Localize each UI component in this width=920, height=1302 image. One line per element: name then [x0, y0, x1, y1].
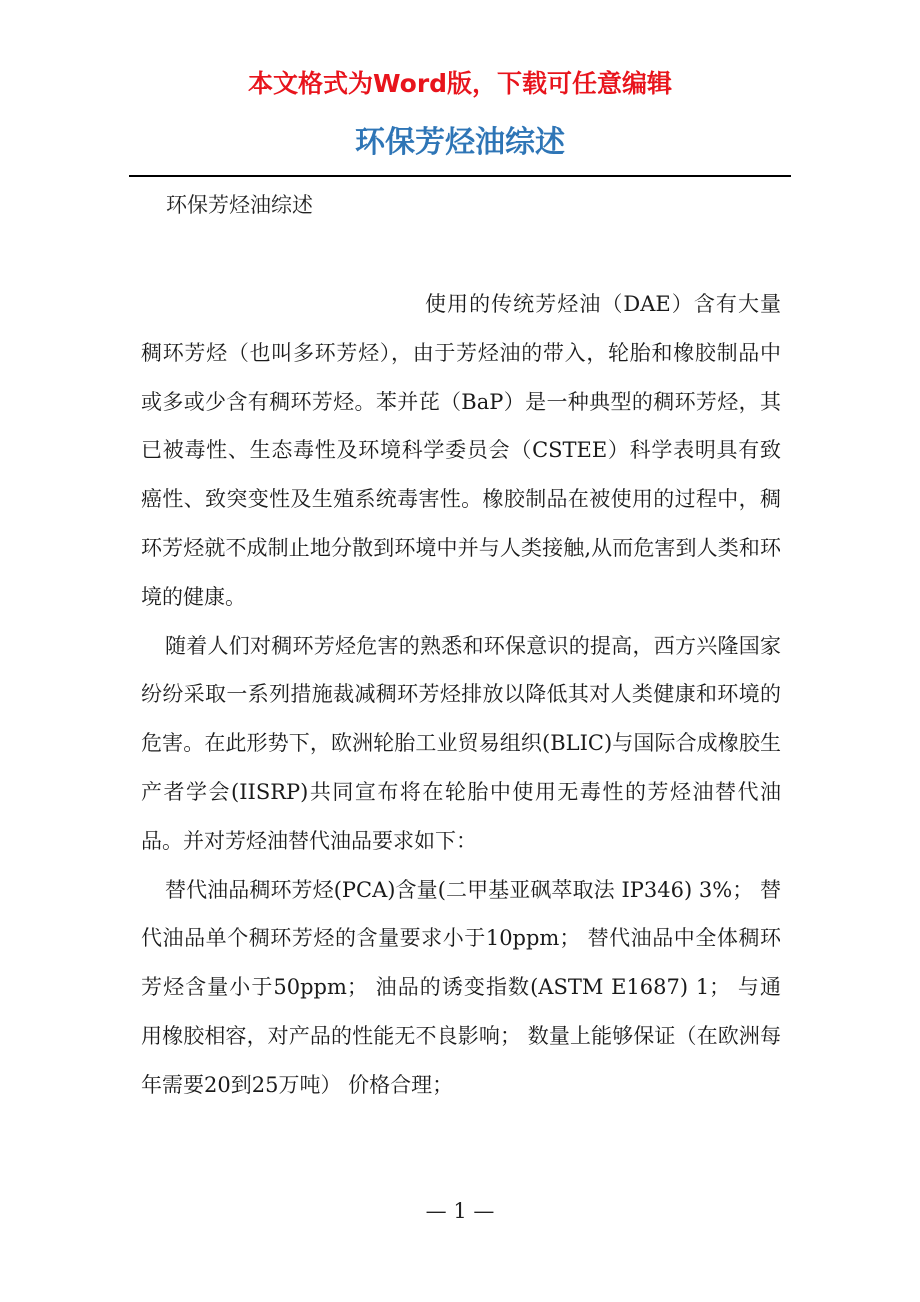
paragraph-requirements: 替代油品稠环芳烃(PCA)含量(二甲基亚砜萃取法 IP346) 3%； 替代油品单个稠环芳烃的含量要求小于10ppm； 替代油品中全体稠环芳烃含量小于50ppm； 油品的诱变指数(ASTM E1687) 1； 与通用橡胶相容，对产品的性能无不良影响； 数量上能够保证（在欧洲每年需要20到25万吨） 价格合理；	[141, 877, 781, 1097]
page-number: — 1 —	[425, 1199, 495, 1223]
title-divider	[129, 175, 791, 177]
download-banner: 本文格式为Word版，下载可任意编辑	[247, 69, 673, 98]
document-body	[141, 280, 781, 1110]
document-title: 环保芳烃油综述	[355, 125, 565, 160]
paragraph-regulation: 随着人们对稠环芳烃危害的熟悉和环保意识的提高，西方兴隆国家纷纷采取一系列措施裁减稠环芳烃排放以降低其对人类健康和环境的危害。在此形势下，欧洲轮胎工业贸易组织(BLIC)与国际合成橡胶生产者学会(IISRP)共同宣布将在轮胎中使用无毒性的芳烃油替代油品。并对芳烃油替代油品要求如下：	[141, 633, 781, 853]
paragraph-intro: 使用的传统芳烃油（DAE）含有大量稠环芳烃（也叫多环芳烃），由于芳烃油的带入，轮胎和橡胶制品中或多或少含有稠环芳烃。苯并芘（BaP）是一种典型的稠环芳烃，其已被毒性、生态毒性及环境科学委员会（CSTEE）科学表明具有致癌性、致突变性及生殖系统毒害性。橡胶制品在被使用的过程中，稠环芳烃就不成制止地分散到环境中并与人类接触,从而危害到人类和环境的健康。	[141, 292, 781, 609]
document-subtitle: 环保芳烃油综述	[166, 193, 313, 217]
